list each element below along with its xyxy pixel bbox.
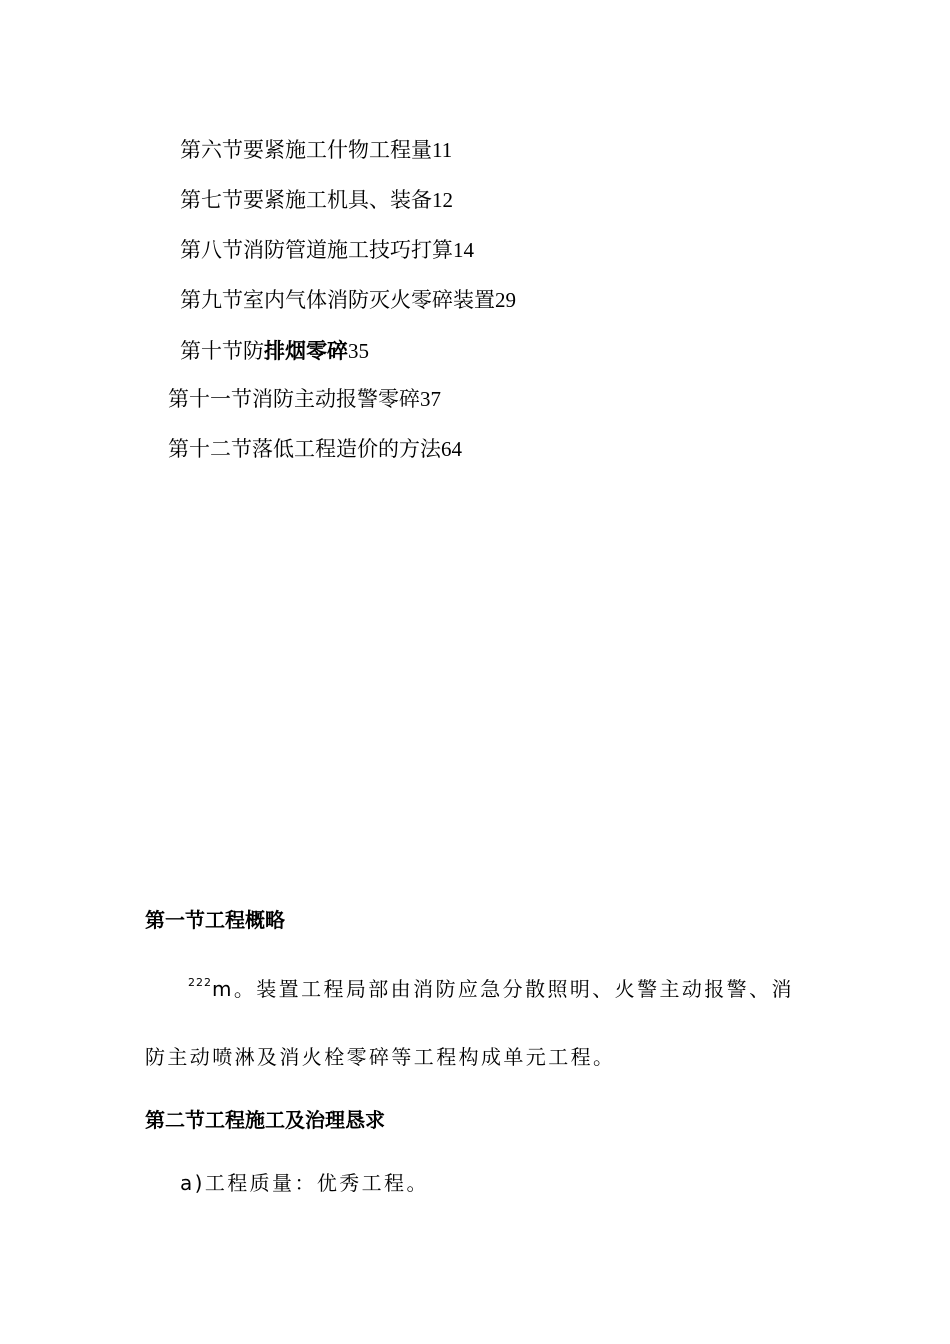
section-heading: 第二节工程施工及治理恳求 [145,1108,385,1132]
toc-entry[interactable] [180,237,474,263]
body-paragraph-line [188,970,794,1002]
toc-entry-label-bold: 排烟零碎 [264,339,348,363]
toc-entry-label: 第九节室内气体消防灭火零碎装置 [180,288,495,312]
toc-entry-label: 第十二节落低工程造价的方法 [168,437,441,461]
toc-entry-label: 第十一节消防主动报警零碎 [168,387,420,411]
toc-entry[interactable] [168,436,462,462]
toc-entry[interactable] [180,338,369,364]
toc-entry-label: 第十节防 [180,339,264,363]
section-heading: 第一节工程概略 [145,908,285,932]
toc-entry-label: 第八节消防管道施工技巧打算 [180,238,453,262]
toc-entry-page: 11 [432,138,453,162]
superscript-number: 222 [188,976,212,989]
toc-entry-page: 37 [420,387,441,411]
toc-entry-page: 35 [348,339,369,363]
toc-entry-label: 第七节要紧施工机具、装备 [180,188,432,212]
list-item: a)工程质量：优秀工程。 [180,1171,429,1195]
toc-entry-label: 第六节要紧施工什物工程量 [180,138,432,162]
toc-entry-page: 12 [432,188,453,212]
paragraph-text: m。装置工程局部由消防应急分散照明、火警主动报警、消 [212,977,794,1001]
toc-entry-page: 64 [441,437,462,461]
body-paragraph-line: 防主动喷淋及消火栓零碎等工程构成单元工程。 [145,1045,616,1069]
toc-entry[interactable] [168,386,441,412]
toc-entry[interactable] [180,287,516,313]
toc-entry[interactable] [180,137,452,163]
toc-entry-page: 29 [495,288,516,312]
toc-entry-page: 14 [453,238,474,262]
toc-entry[interactable] [180,187,453,213]
